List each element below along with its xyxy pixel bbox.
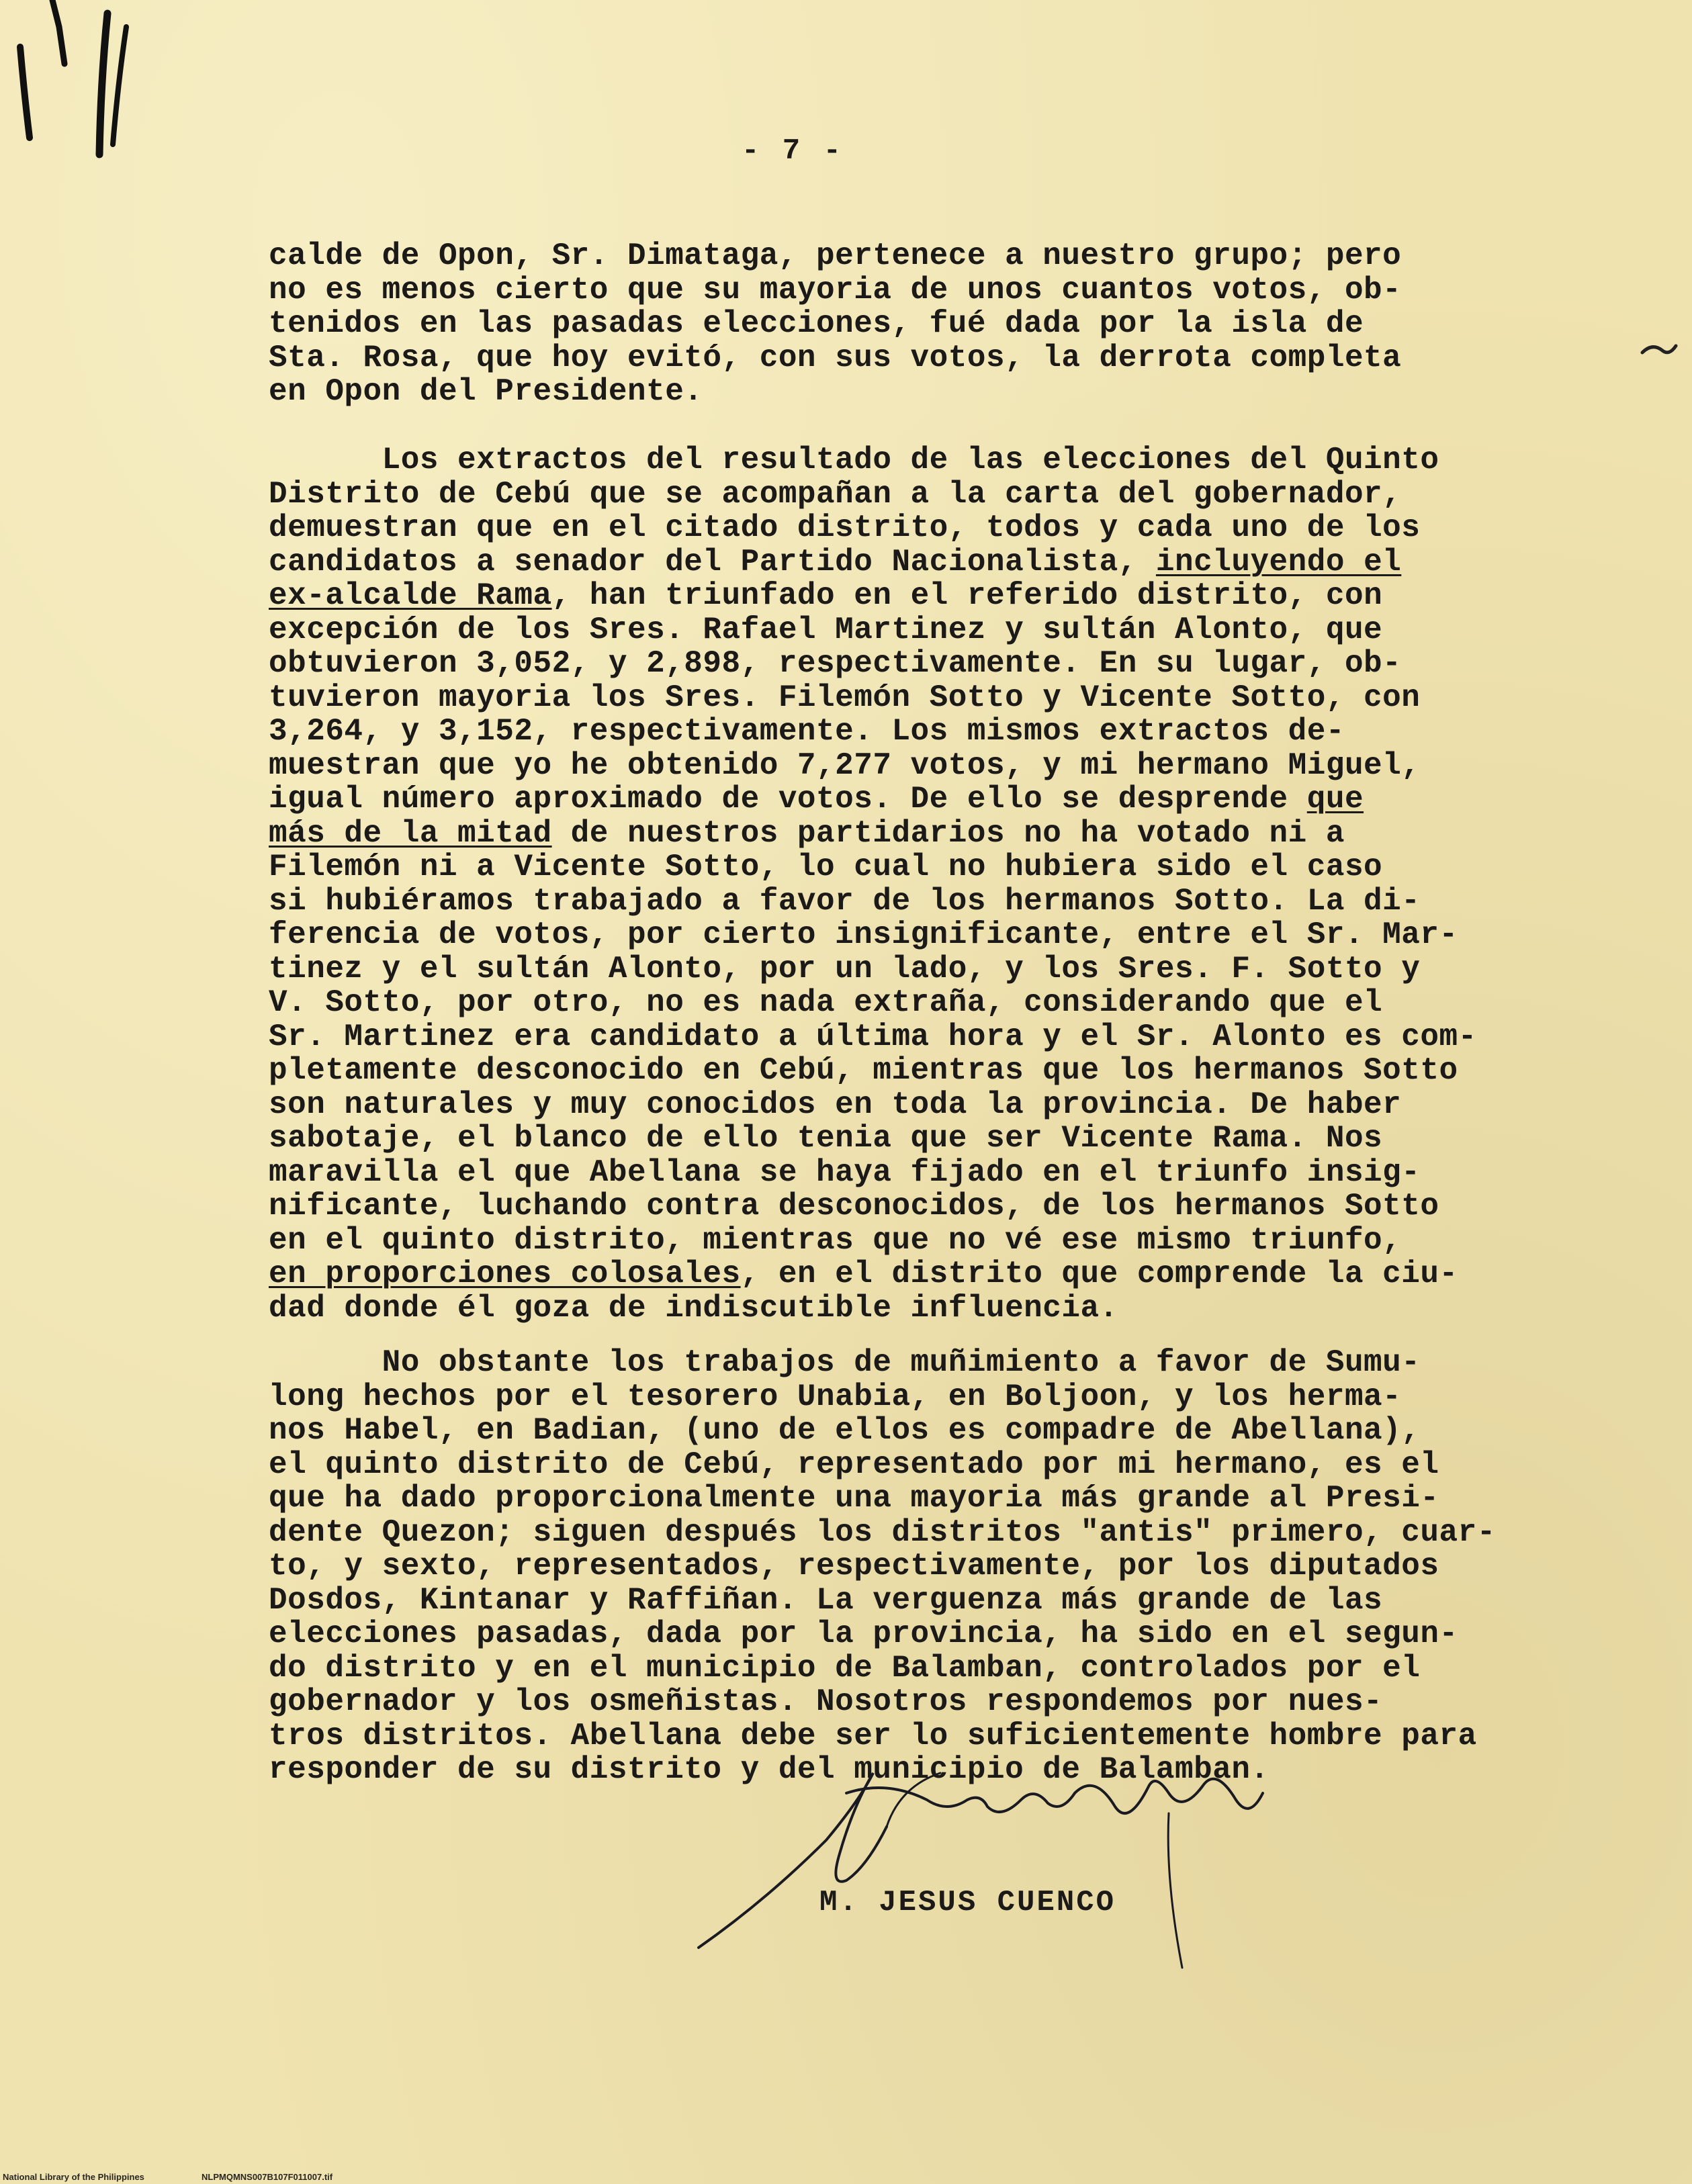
text-segment: elecciones pasadas, dada por la provincia, ha sido en el segun- bbox=[269, 1617, 1458, 1651]
text-line bbox=[269, 1549, 1612, 1584]
underlined-text: más de la mitad bbox=[269, 815, 552, 851]
text-line bbox=[269, 1414, 1612, 1448]
text-segment: , en el distrito que comprende la ciu- bbox=[740, 1257, 1458, 1291]
text-line bbox=[269, 511, 1612, 545]
text-line bbox=[269, 1651, 1612, 1686]
text-line bbox=[269, 782, 1612, 817]
text-line bbox=[269, 952, 1612, 987]
text-line bbox=[269, 307, 1612, 341]
text-line bbox=[269, 1380, 1612, 1414]
text-segment: de nuestros partidarios no ha votado ni a bbox=[551, 815, 1345, 851]
text-line bbox=[269, 715, 1612, 749]
text-line bbox=[269, 1224, 1612, 1258]
handwritten-signature bbox=[685, 1746, 1290, 1974]
text-line bbox=[269, 1685, 1612, 1719]
page-number: - 7 - bbox=[741, 134, 844, 168]
text-segment: gobernador y los osmeñistas. Nosotros respondemos por nues- bbox=[269, 1684, 1383, 1719]
paragraph-3 bbox=[269, 1346, 1612, 1787]
text-segment: ferencia de votos, por cierto insignificante, entre el Sr. Mar- bbox=[269, 917, 1458, 952]
text-line bbox=[269, 1054, 1612, 1088]
text-line bbox=[269, 1617, 1612, 1651]
text-line bbox=[269, 749, 1612, 783]
text-segment: el quinto distrito de Cebú, representado por mi hermano, es el bbox=[269, 1447, 1439, 1482]
underlined-text: que bbox=[1306, 782, 1364, 817]
text-segment: calde de Opon, Sr. Dimataga, pertenece a nuestro grupo; pero bbox=[269, 238, 1402, 273]
text-segment: si hubiéramos trabajado a favor de los hermanos Sotto. La di- bbox=[269, 883, 1421, 919]
text-segment: en Opon del Presidente. bbox=[269, 374, 703, 409]
text-segment: tinez y el sultán Alonto, por un lado, y los Sres. F. Sotto y bbox=[269, 951, 1421, 987]
text-segment: V. Sotto, por otro, no es nada extraña, considerando que el bbox=[269, 985, 1383, 1020]
text-line bbox=[269, 1122, 1612, 1156]
text-line bbox=[269, 613, 1612, 647]
text-line bbox=[269, 918, 1612, 952]
archive-label: National Library of the Philippines bbox=[3, 2172, 144, 2182]
text-line bbox=[269, 681, 1612, 715]
text-segment: 3,264, y 3,152, respectivamente. Los mismos extractos de- bbox=[269, 714, 1345, 749]
text-line bbox=[269, 1291, 1612, 1326]
scan-footer bbox=[0, 2171, 1692, 2184]
text-segment: tenidos en las pasadas elecciones, fué dada por la isla de bbox=[269, 306, 1364, 341]
text-segment: do distrito y en el municipio de Balamban, controlados por el bbox=[269, 1650, 1421, 1686]
text-line bbox=[269, 884, 1612, 919]
text-segment: to, y sexto, representados, respectivamente, por los diputados bbox=[269, 1549, 1439, 1584]
text-segment: igual número aproximado de votos. De ello se desprende bbox=[269, 782, 1307, 817]
paragraph-1 bbox=[269, 239, 1612, 409]
text-segment: muestran que yo he obtenido 7,277 votos, y mi hermano Miguel, bbox=[269, 747, 1421, 783]
text-segment: responder de su distrito y del municipio de Balamban. bbox=[269, 1752, 1270, 1787]
text-line bbox=[269, 341, 1612, 375]
text-line bbox=[269, 1189, 1612, 1224]
text-line bbox=[269, 817, 1612, 851]
text-line bbox=[269, 1156, 1612, 1190]
text-segment: nificante, luchando contra desconocidos, de los hermanos Sotto bbox=[269, 1189, 1439, 1224]
text-segment: tuvieron mayoria los Sres. Filemón Sotto y Vicente Sotto, con bbox=[269, 680, 1421, 715]
text-segment: en el quinto distrito, mientras que no vé ese mismo triunfo, bbox=[269, 1222, 1402, 1258]
text-line bbox=[269, 375, 1612, 409]
text-line bbox=[269, 1516, 1612, 1550]
text-segment: dente Quezon; siguen después los distritos "antis" primero, cuar- bbox=[269, 1514, 1496, 1550]
text-segment: Dosdos, Kintanar y Raffiñan. La verguenza más grande de las bbox=[269, 1582, 1383, 1618]
signer-name: M. JESUS CUENCO bbox=[819, 1886, 1116, 1919]
text-segment: No obstante los trabajos de muñimiento a favor de Sumu- bbox=[269, 1345, 1421, 1380]
text-line bbox=[269, 477, 1612, 512]
text-segment: pletamente desconocido en Cebú, mientras que los hermanos Sotto bbox=[269, 1053, 1458, 1088]
text-segment: no es menos cierto que su mayoria de unos cuantos votos, ob- bbox=[269, 272, 1402, 308]
text-segment: long hechos por el tesorero Unabia, en Boljoon, y los herma- bbox=[269, 1379, 1402, 1414]
text-line bbox=[269, 1482, 1612, 1516]
text-segment: maravilla el que Abellana se haya fijado en el triunfo insig- bbox=[269, 1154, 1421, 1190]
text-segment: , han triunfado en el referido distrito, con bbox=[551, 578, 1383, 613]
text-segment: son naturales y muy conocidos en toda la provincia. De haber bbox=[269, 1087, 1402, 1122]
text-segment: Sr. Martinez era candidato a última hora y el Sr. Alonto es com- bbox=[269, 1019, 1477, 1054]
text-segment: Filemón ni a Vicente Sotto, lo cual no hubiera sido el caso bbox=[269, 850, 1383, 884]
text-segment: Los extractos del resultado de las elecciones del Quinto bbox=[269, 443, 1439, 477]
text-segment: que ha dado proporcionalmente una mayoria más grande al Presi- bbox=[269, 1481, 1439, 1516]
text-line bbox=[269, 1088, 1612, 1122]
paragraph-2 bbox=[269, 443, 1612, 1325]
text-line bbox=[269, 579, 1612, 613]
text-line bbox=[269, 239, 1612, 273]
text-segment: sabotaje, el blanco de ello tenia que ser Vicente Rama. Nos bbox=[269, 1121, 1383, 1156]
text-line bbox=[269, 647, 1612, 681]
underlined-text: ex-alcalde Rama bbox=[269, 578, 552, 613]
text-line bbox=[269, 443, 1612, 477]
text-line bbox=[269, 1584, 1612, 1618]
underlined-text: en proporciones colosales bbox=[269, 1257, 741, 1291]
file-id-label: NLPMQMNS007B107F011007.tif bbox=[202, 2172, 333, 2182]
text-line bbox=[269, 273, 1612, 308]
text-segment: Sta. Rosa, que hoy evitó, con sus votos, la derrota completa bbox=[269, 340, 1402, 375]
text-segment: tros distritos. Abellana debe ser lo suficientemente hombre para bbox=[269, 1718, 1477, 1754]
ink-blot-mark bbox=[1639, 336, 1679, 363]
text-line bbox=[269, 986, 1612, 1020]
text-line bbox=[269, 1020, 1612, 1054]
text-line bbox=[269, 1346, 1612, 1380]
text-line bbox=[269, 850, 1612, 884]
text-segment: Distrito de Cebú que se acompañan a la carta del gobernador, bbox=[269, 476, 1402, 512]
handwritten-corner-mark bbox=[0, 0, 175, 175]
text-segment: candidatos a senador del Partido Nacionalista, bbox=[269, 544, 1156, 580]
text-segment: obtuvieron 3,052, y 2,898, respectivamente. En su lugar, ob- bbox=[269, 646, 1402, 681]
text-line bbox=[269, 1257, 1612, 1291]
text-segment: nos Habel, en Badian, (uno de ellos es compadre de Abellana), bbox=[269, 1413, 1421, 1448]
text-segment: dad donde él goza de indiscutible influencia. bbox=[269, 1290, 1118, 1326]
text-segment: demuestran que en el citado distrito, todos y cada uno de los bbox=[269, 510, 1421, 545]
text-line bbox=[269, 545, 1612, 580]
text-line bbox=[269, 1448, 1612, 1482]
underlined-text: incluyendo el bbox=[1155, 544, 1402, 580]
text-segment: excepción de los Sres. Rafael Martinez y sultán Alonto, que bbox=[269, 612, 1383, 647]
